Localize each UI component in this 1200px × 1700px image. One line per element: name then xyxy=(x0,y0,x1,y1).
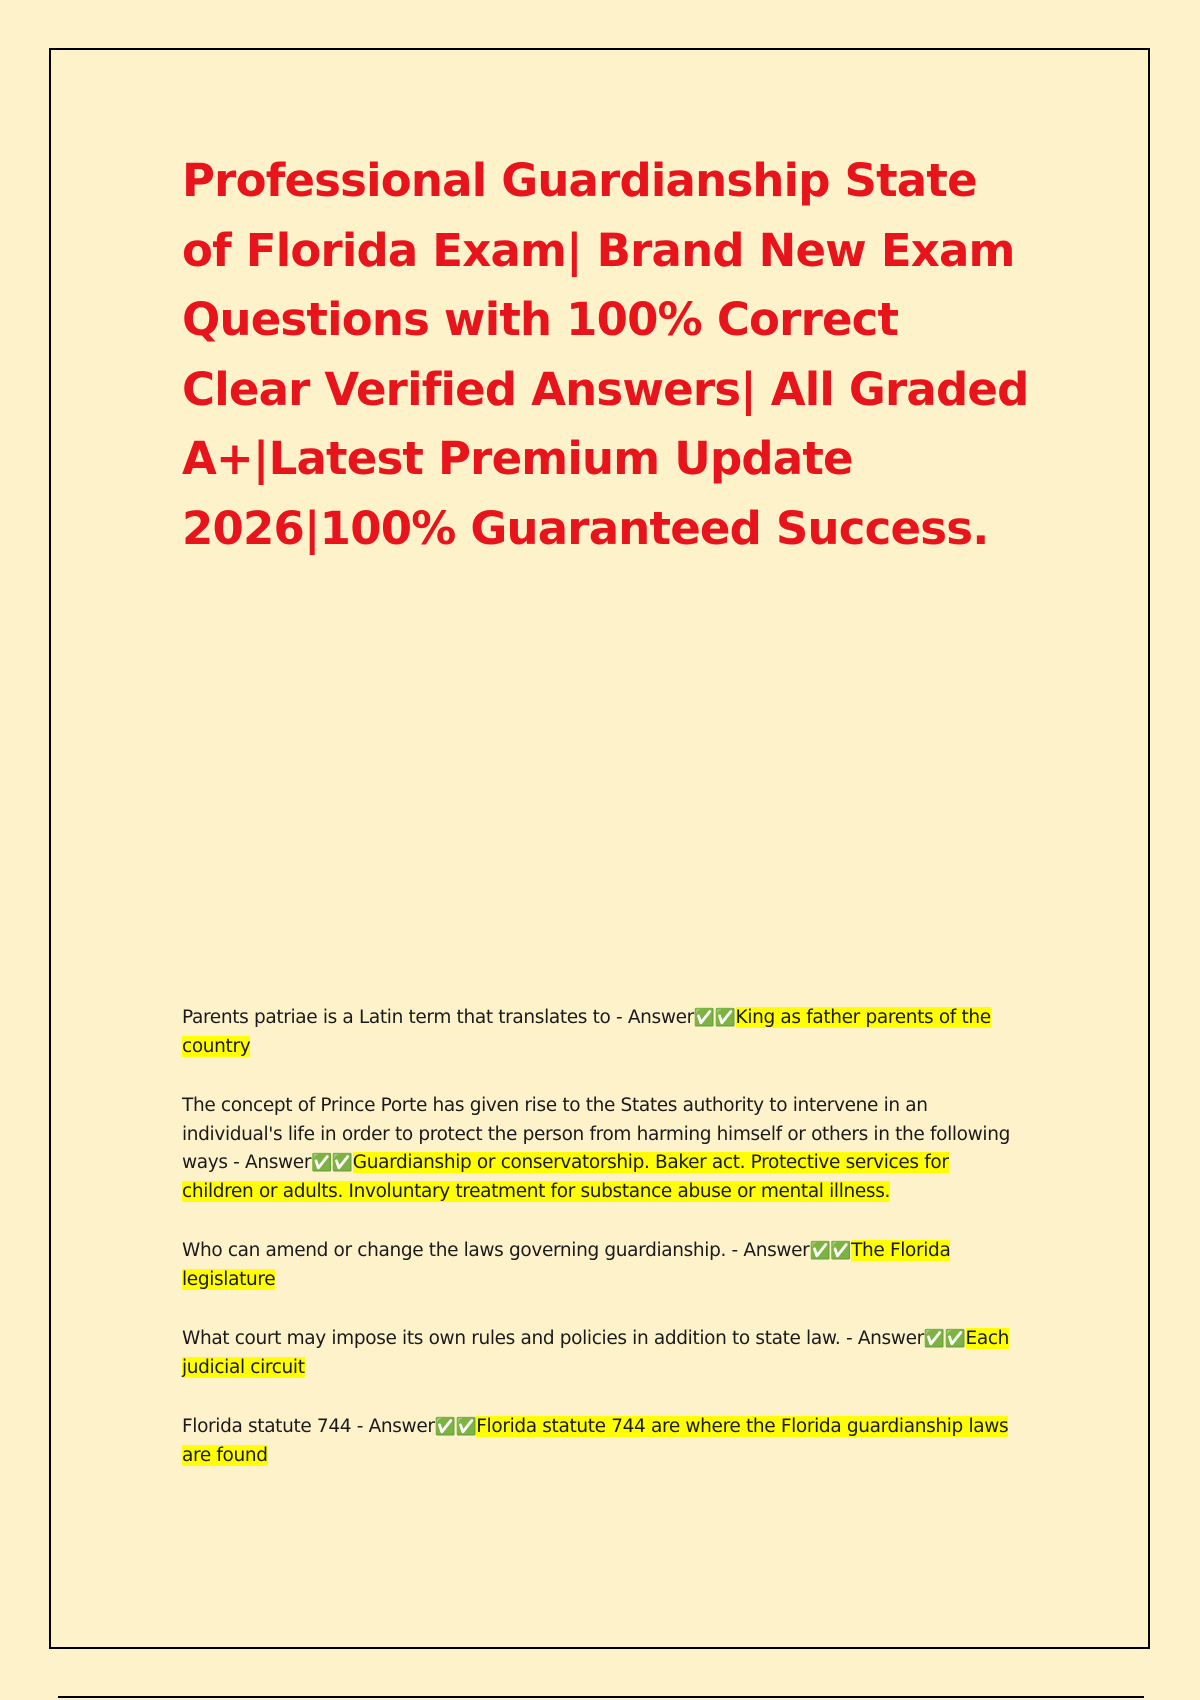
answer-text: The Florida legislature xyxy=(182,1240,951,1290)
document-title: Professional Guardianship State of Florida Exam| Brand New Exam Questions with 100% Correct Clear Verified Answers| All Graded A+|Latest Premium Update 2026|100% Guaranteed Success. xyxy=(182,154,1029,555)
answer-text: King as father parents of the country xyxy=(182,1007,991,1057)
qa-item xyxy=(182,1004,1022,1061)
qa-item xyxy=(182,1092,1022,1206)
qa-item xyxy=(182,1325,1022,1382)
double-check-icon: ✅✅ xyxy=(434,1417,477,1437)
qa-item xyxy=(182,1237,1022,1294)
question-text: Parents patriae is a Latin term that translates to - Answer xyxy=(182,1007,694,1028)
bottom-rule xyxy=(58,1696,1144,1698)
answer-text: Guardianship or conservatorship. Baker act. Protective services for children or adults. Involuntary treatment for substance abuse or mental illness. xyxy=(182,1152,949,1202)
qa-item xyxy=(182,1413,1022,1470)
double-check-icon: ✅✅ xyxy=(693,1008,736,1028)
double-check-icon: ✅✅ xyxy=(923,1329,966,1349)
question-text: Florida statute 744 - Answer xyxy=(182,1416,435,1437)
question-text: What court may impose its own rules and policies in addition to state law. - Answer xyxy=(182,1328,924,1349)
double-check-icon: ✅✅ xyxy=(809,1241,852,1261)
question-text: Who can amend or change the laws governing guardianship. - Answer xyxy=(182,1240,810,1261)
question-text: The concept of Prince Porte has given rise to the States authority to intervene in an individual's life in order to protect the person from harming himself or others in the following ways - Answer xyxy=(182,1095,1010,1173)
double-check-icon: ✅✅ xyxy=(311,1153,353,1173)
answer-text: Each judicial circuit xyxy=(182,1328,1010,1378)
answer-text: Florida statute 744 are where the Florida guardianship laws are found xyxy=(182,1416,1009,1466)
qa-list xyxy=(182,1004,1022,1501)
